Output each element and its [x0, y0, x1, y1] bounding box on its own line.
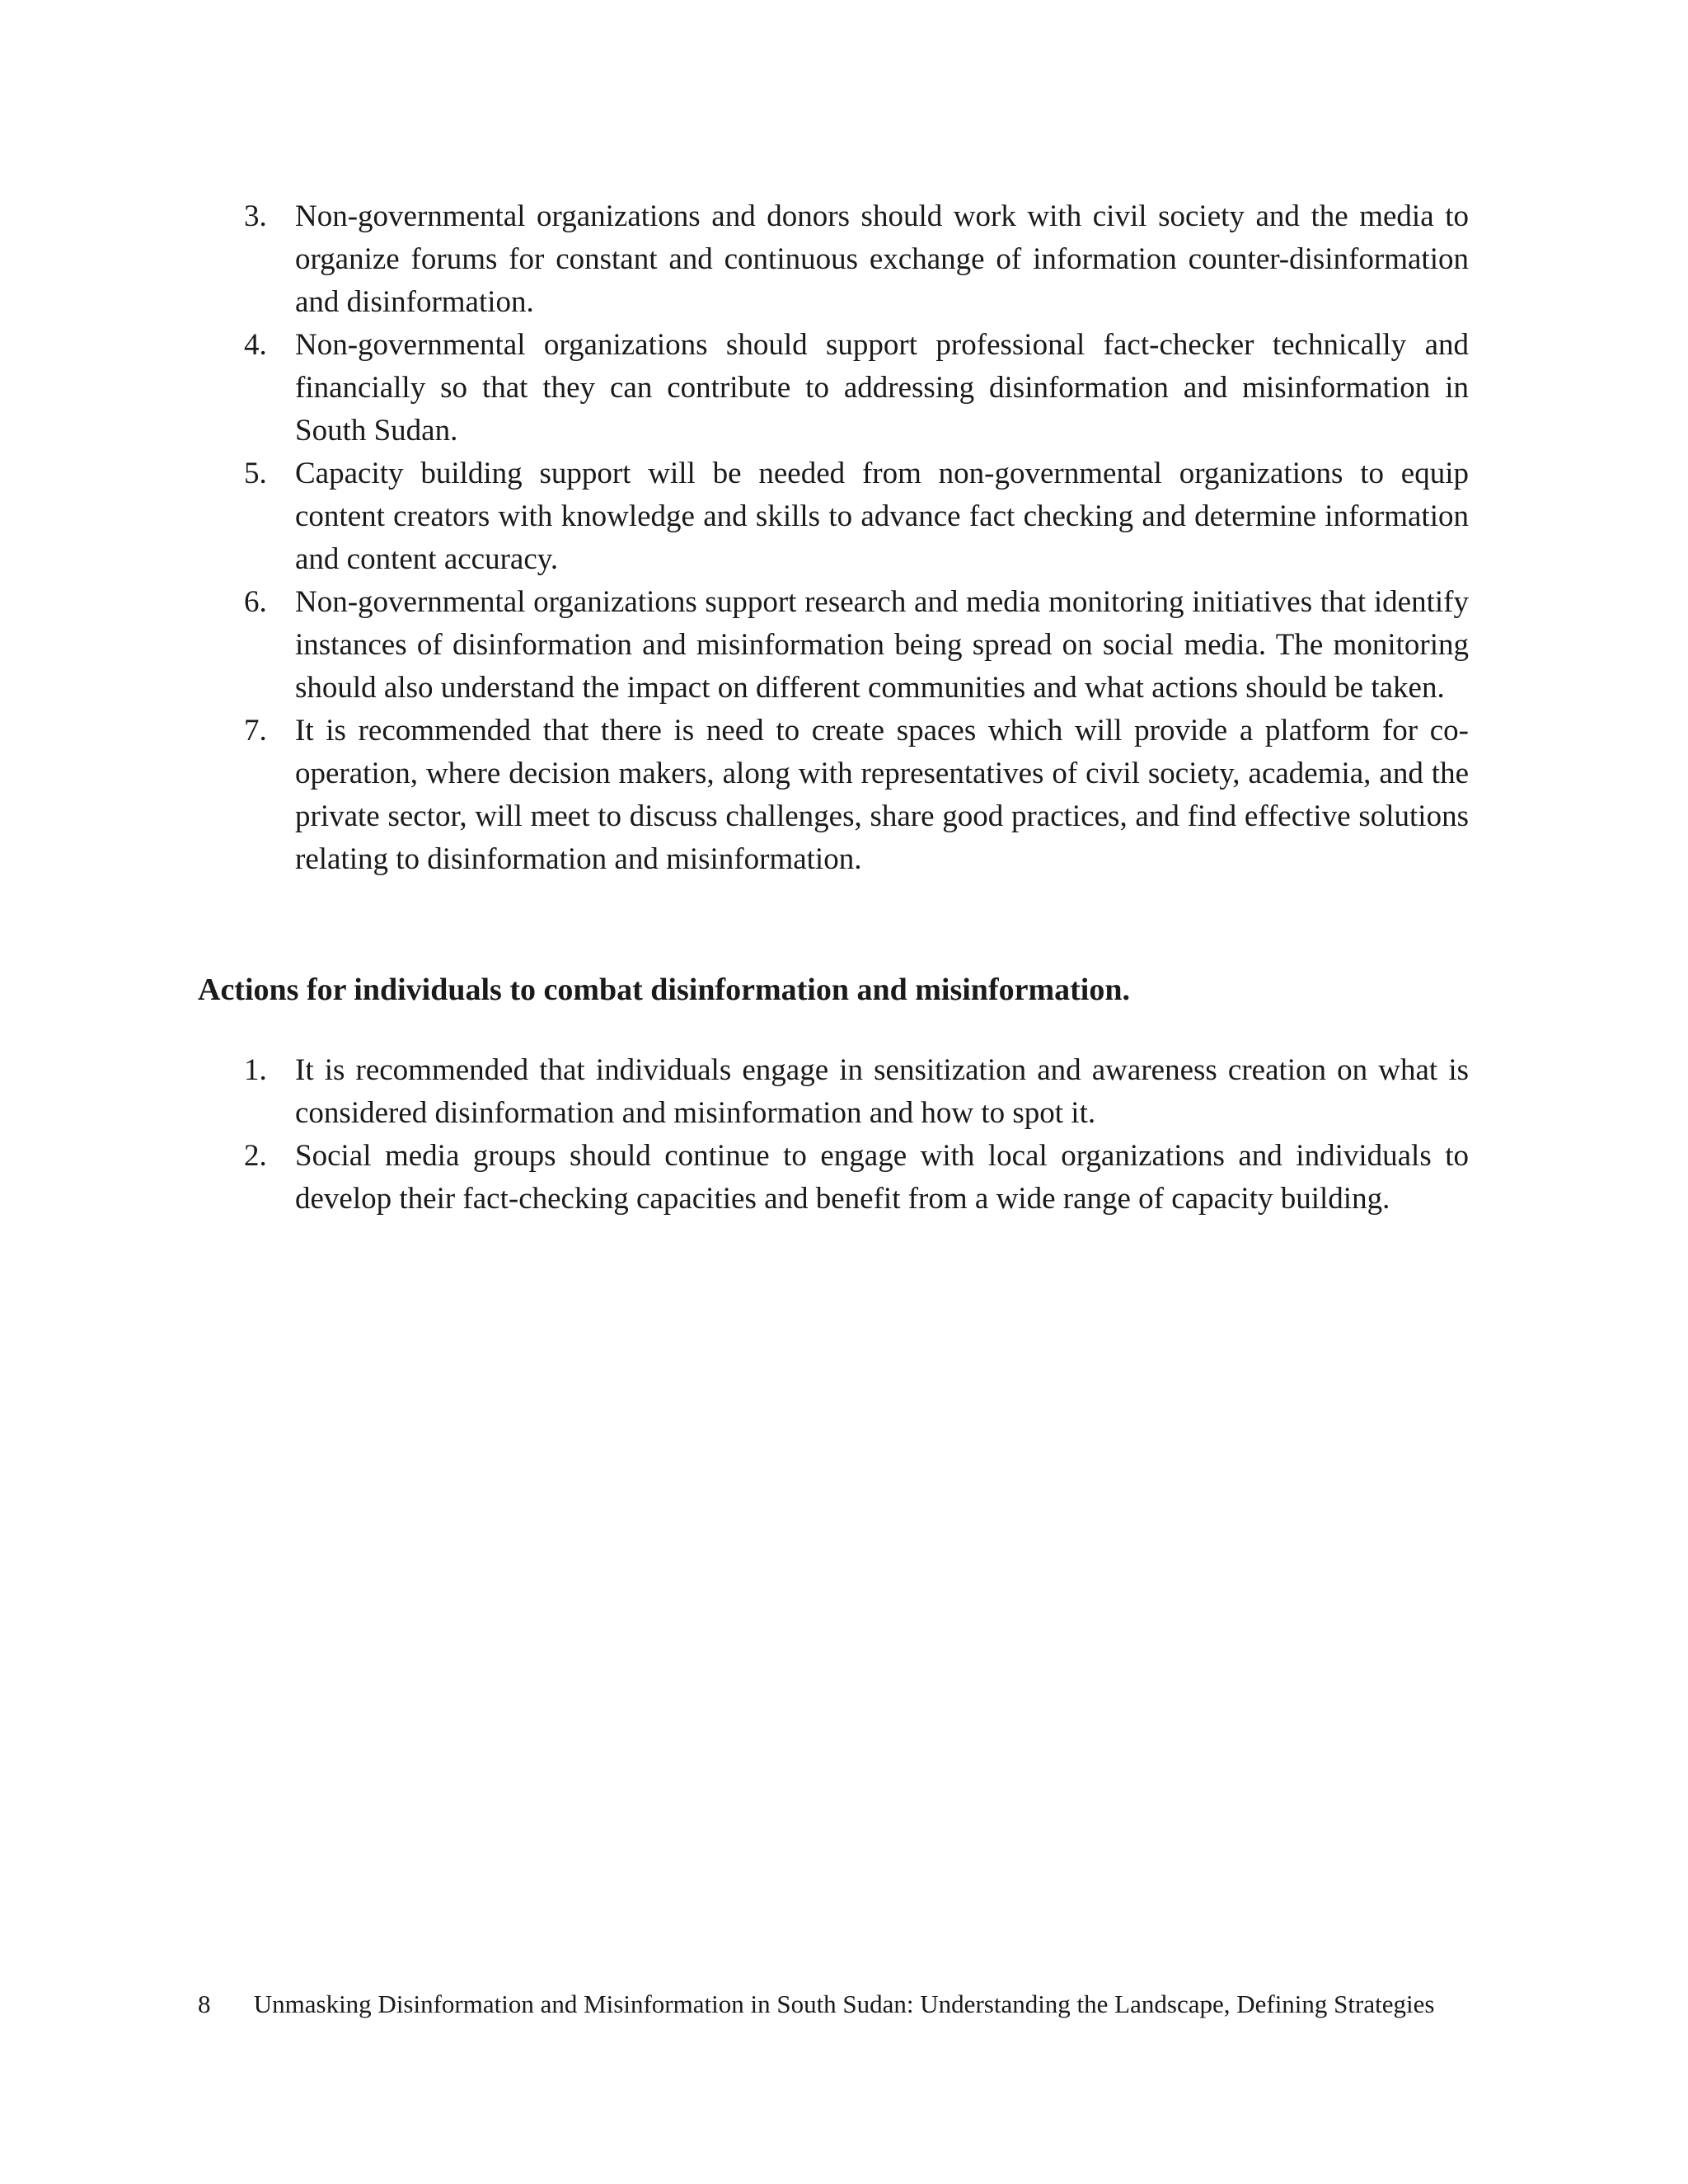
- footer-title: Unmasking Disinformation and Misinformation in South Sudan: Understanding the Landscape, Defining Strategies: [253, 1990, 1435, 2018]
- list-item-number: 7.: [244, 714, 267, 748]
- list-item-number: 6.: [244, 585, 267, 619]
- list-item-number: 2.: [244, 1139, 267, 1173]
- list-item-text: Non-governmental organizations and donors should work with civil society and the media to organize forums for constant and continuous exchange of information counter-disinformation and disinformation.: [295, 199, 1469, 319]
- recommendations-list-individuals: [198, 1049, 1469, 1221]
- section-heading: Actions for individuals to combat disinformation and misinformation.: [198, 972, 1130, 1007]
- list-item-number: 4.: [244, 328, 267, 362]
- page-footer: [198, 1988, 1484, 2021]
- list-item-text: Non-governmental organizations support research and media monitoring initiatives that identify instances of disinformation and misinformation being spread on social media. The monitoring should also understand the impact on different communities and what actions should be taken.: [295, 585, 1469, 705]
- list-item-text: Capacity building support will be needed from non-governmental organizations to equip content creators with knowledge and skills to advance fact checking and determine information and content accuracy.: [295, 457, 1469, 576]
- list-item: [198, 1049, 1469, 1135]
- list-item-text: Social media groups should continue to engage with local organizations and individuals to develop their fact-checking capacities and benefit from a wide range of capacity building.: [295, 1139, 1469, 1216]
- list-item-number: 1.: [244, 1053, 267, 1087]
- list-item: [198, 324, 1469, 452]
- list-item: [198, 710, 1469, 881]
- list-item: [198, 452, 1469, 581]
- list-item: [198, 1135, 1469, 1221]
- list-item-number: 3.: [244, 199, 267, 233]
- list-item-text: It is recommended that there is need to create spaces which will provide a platform for co-operation, where decision makers, along with representatives of civil society, academia, and the private sector, will meet to discuss challenges, share good practices, and find effective solutions relating to disinformation and misinformation.: [295, 714, 1469, 876]
- recommendations-list-organizations: [198, 195, 1469, 881]
- list-item: [198, 195, 1469, 324]
- list-item: [198, 581, 1469, 710]
- page-number: 8: [198, 1990, 211, 2018]
- list-item-text: Non-governmental organizations should support professional fact-checker technically and financially so that they can contribute to addressing disinformation and misinformation in South Sudan.: [295, 328, 1469, 448]
- list-item-text: It is recommended that individuals engage in sensitization and awareness creation on what is considered disinformation and misinformation and how to spot it.: [295, 1053, 1469, 1130]
- list-item-number: 5.: [244, 457, 267, 490]
